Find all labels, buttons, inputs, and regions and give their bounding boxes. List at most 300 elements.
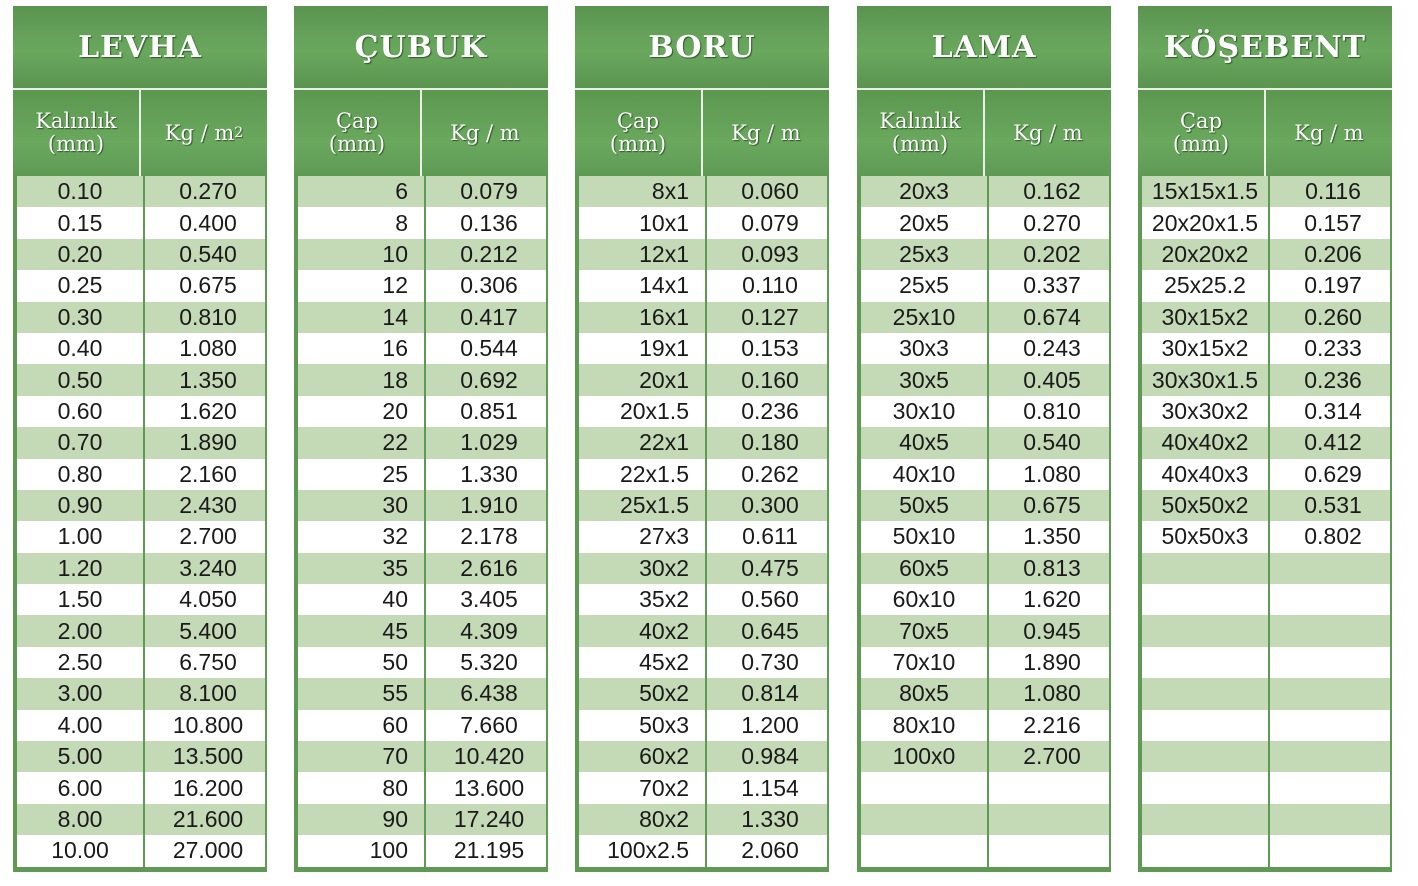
- weight-cell: 0.127: [707, 302, 827, 333]
- weight-cell: 0.270: [145, 176, 265, 207]
- table-row: [575, 302, 829, 333]
- weight-cell: 0.337: [989, 270, 1109, 301]
- table-row: [294, 333, 548, 364]
- table-row: [857, 239, 1111, 270]
- weight-cell: 0.180: [707, 427, 827, 458]
- size-cell: 1.00: [17, 521, 143, 552]
- table-row: [575, 710, 829, 741]
- size-cell: 0.60: [17, 396, 143, 427]
- table-row: [575, 741, 829, 772]
- size-cell: 30x5: [861, 364, 987, 395]
- weight-cell: 3.405: [426, 584, 546, 615]
- table-row: [1138, 333, 1392, 364]
- weight-cell: 0.116: [1270, 176, 1390, 207]
- size-cell: 50x10: [861, 521, 987, 552]
- table-row: [13, 333, 267, 364]
- size-cell: 30x3: [861, 333, 987, 364]
- cubuk-table: [294, 6, 548, 872]
- table-row: [1138, 710, 1392, 741]
- weight-cell: 2.216: [989, 710, 1109, 741]
- table-row: [857, 396, 1111, 427]
- table-row: [857, 302, 1111, 333]
- header-label: Kg / m: [731, 120, 801, 145]
- header-label: Kg / m: [1294, 120, 1364, 145]
- table-row: [575, 239, 829, 270]
- weight-cell: 0.611: [707, 521, 827, 552]
- lama-table: [857, 6, 1111, 872]
- table-row: [575, 207, 829, 238]
- size-cell: 60x10: [861, 584, 987, 615]
- header-label: Çap: [1179, 109, 1223, 133]
- table-row: [857, 521, 1111, 552]
- size-cell: 25x10: [861, 302, 987, 333]
- size-cell: 0.30: [17, 302, 143, 333]
- size-cell: 22: [298, 427, 424, 458]
- weight-cell: 0.110: [707, 270, 827, 301]
- table-row: [857, 772, 1111, 803]
- weight-cell: 6.750: [145, 647, 265, 678]
- weight-cell: 4.309: [426, 615, 546, 646]
- weight-cell: 0.814: [707, 678, 827, 709]
- size-cell: 0.10: [17, 176, 143, 207]
- table-row: [857, 364, 1111, 395]
- weight-cell: 1.330: [707, 804, 827, 835]
- weight-cell: 1.200: [707, 710, 827, 741]
- size-cell: 25: [298, 459, 424, 490]
- size-cell: [1142, 553, 1268, 584]
- size-cell: 80x10: [861, 710, 987, 741]
- table-row: [294, 207, 548, 238]
- weight-cell: 0.645: [707, 615, 827, 646]
- weight-cell: 0.079: [707, 207, 827, 238]
- table-row: [1138, 615, 1392, 646]
- size-cell: 5.00: [17, 741, 143, 772]
- table-row: [294, 396, 548, 427]
- weight-cell: [1270, 615, 1390, 646]
- weight-cell: 0.060: [707, 176, 827, 207]
- weight-cell: 21.195: [426, 835, 546, 866]
- table-row: [1138, 239, 1392, 270]
- table-row: [13, 584, 267, 615]
- weight-cell: 27.000: [145, 835, 265, 866]
- size-cell: 0.90: [17, 490, 143, 521]
- size-cell: 14x1: [579, 270, 705, 301]
- table-row: [857, 835, 1111, 866]
- size-cell: 30x10: [861, 396, 987, 427]
- table-row: [1138, 490, 1392, 521]
- levha-table: [13, 6, 267, 872]
- size-cell: 18: [298, 364, 424, 395]
- table-row: [857, 333, 1111, 364]
- size-cell: [1142, 584, 1268, 615]
- weight-cell: 6.438: [426, 678, 546, 709]
- table-row: [1138, 396, 1392, 427]
- table-row: [575, 364, 829, 395]
- table-row: [294, 647, 548, 678]
- table-row: [294, 239, 548, 270]
- size-cell: 0.20: [17, 239, 143, 270]
- size-cell: 70: [298, 741, 424, 772]
- table-row: [294, 804, 548, 835]
- size-cell: 19x1: [579, 333, 705, 364]
- weight-cell: 0.400: [145, 207, 265, 238]
- weight-cell: 10.800: [145, 710, 265, 741]
- table-row: [575, 270, 829, 301]
- table-title: KÖŞEBENT: [1138, 6, 1392, 90]
- table-row: [294, 615, 548, 646]
- weight-cell: 0.675: [989, 490, 1109, 521]
- size-cell: 45: [298, 615, 424, 646]
- boru-table: [575, 6, 829, 872]
- size-cell: 90: [298, 804, 424, 835]
- weight-cell: 1.350: [145, 364, 265, 395]
- size-cell: 30x2: [579, 553, 705, 584]
- size-cell: 20x5: [861, 207, 987, 238]
- weight-cell: 0.202: [989, 239, 1109, 270]
- size-cell: 40x10: [861, 459, 987, 490]
- header-label: Çap: [616, 109, 660, 133]
- size-cell: [1142, 647, 1268, 678]
- weight-cell: 1.080: [989, 678, 1109, 709]
- table-row: [575, 772, 829, 803]
- weight-cell: 0.984: [707, 741, 827, 772]
- table-row: [294, 302, 548, 333]
- weight-cell: 0.412: [1270, 427, 1390, 458]
- weight-cell: 0.136: [426, 207, 546, 238]
- size-cell: 50x3: [579, 710, 705, 741]
- table-row: [857, 710, 1111, 741]
- column-header-weight: [985, 90, 1111, 176]
- size-cell: [1142, 772, 1268, 803]
- table-row: [1138, 835, 1392, 866]
- weight-cell: [1270, 741, 1390, 772]
- size-cell: 2.00: [17, 615, 143, 646]
- table-row: [1138, 678, 1392, 709]
- table-body: [575, 176, 829, 867]
- weight-cell: 0.162: [989, 176, 1109, 207]
- weight-cell: 2.160: [145, 459, 265, 490]
- weight-cell: 0.153: [707, 333, 827, 364]
- size-cell: 20x3: [861, 176, 987, 207]
- weight-cell: 0.262: [707, 459, 827, 490]
- weight-cell: 1.890: [989, 647, 1109, 678]
- size-cell: 20x20x1.5: [1142, 207, 1268, 238]
- size-cell: [1142, 741, 1268, 772]
- size-cell: 25x3: [861, 239, 987, 270]
- table-title: ÇUBUK: [294, 6, 548, 90]
- weight-cell: 0.243: [989, 333, 1109, 364]
- table-row: [13, 270, 267, 301]
- column-header-size: [294, 90, 420, 176]
- table-row: [13, 176, 267, 207]
- table-row: [13, 302, 267, 333]
- table-row: [13, 207, 267, 238]
- size-cell: 16: [298, 333, 424, 364]
- weight-cell: 1.080: [145, 333, 265, 364]
- size-cell: 50x2: [579, 678, 705, 709]
- table-body: [13, 176, 267, 867]
- table-row: [1138, 521, 1392, 552]
- weight-cell: 0.810: [145, 302, 265, 333]
- size-cell: 30: [298, 490, 424, 521]
- size-cell: 50: [298, 647, 424, 678]
- weight-cell: 0.629: [1270, 459, 1390, 490]
- weight-cell: 0.233: [1270, 333, 1390, 364]
- size-cell: 60x5: [861, 553, 987, 584]
- weight-cell: 0.314: [1270, 396, 1390, 427]
- table-row: [857, 207, 1111, 238]
- weight-cell: [1270, 772, 1390, 803]
- table-row: [13, 396, 267, 427]
- table-row: [294, 741, 548, 772]
- table-row: [1138, 302, 1392, 333]
- table-row: [13, 710, 267, 741]
- weight-cell: 1.330: [426, 459, 546, 490]
- size-cell: 8x1: [579, 176, 705, 207]
- table-row: [13, 678, 267, 709]
- weight-cell: 1.620: [145, 396, 265, 427]
- table-row: [294, 364, 548, 395]
- size-cell: 22x1.5: [579, 459, 705, 490]
- size-cell: 20: [298, 396, 424, 427]
- size-cell: 70x2: [579, 772, 705, 803]
- weight-cell: 2.700: [145, 521, 265, 552]
- weight-cell: 21.600: [145, 804, 265, 835]
- size-cell: 6.00: [17, 772, 143, 803]
- size-cell: 50x50x2: [1142, 490, 1268, 521]
- weight-cell: 0.417: [426, 302, 546, 333]
- size-cell: 0.25: [17, 270, 143, 301]
- size-cell: 12x1: [579, 239, 705, 270]
- size-cell: [1142, 804, 1268, 835]
- size-cell: 6: [298, 176, 424, 207]
- size-cell: 20x1: [579, 364, 705, 395]
- size-cell: [1142, 615, 1268, 646]
- table-row: [294, 521, 548, 552]
- table-row: [857, 678, 1111, 709]
- size-cell: 60x2: [579, 741, 705, 772]
- table-row: [575, 804, 829, 835]
- size-cell: [861, 772, 987, 803]
- table-row: [13, 804, 267, 835]
- table-row: [857, 270, 1111, 301]
- size-cell: [1142, 710, 1268, 741]
- weight-cell: [1270, 710, 1390, 741]
- weight-cell: 8.100: [145, 678, 265, 709]
- weight-cell: 2.060: [707, 835, 827, 866]
- table-row: [575, 647, 829, 678]
- table-row: [13, 647, 267, 678]
- table-row: [1138, 741, 1392, 772]
- table-row: [294, 553, 548, 584]
- table-row: [575, 678, 829, 709]
- size-cell: 0.80: [17, 459, 143, 490]
- size-cell: 0.15: [17, 207, 143, 238]
- header-label: Kalınlık: [879, 109, 961, 133]
- table-row: [294, 710, 548, 741]
- weight-cell: [1270, 584, 1390, 615]
- table-row: [13, 835, 267, 866]
- table-row: [13, 459, 267, 490]
- table-row: [13, 615, 267, 646]
- table-row: [13, 490, 267, 521]
- weight-cell: [989, 835, 1109, 866]
- size-cell: 2.50: [17, 647, 143, 678]
- weight-cell: [1270, 678, 1390, 709]
- weight-cell: 7.660: [426, 710, 546, 741]
- table-body: [857, 176, 1111, 867]
- size-cell: 30x30x2: [1142, 396, 1268, 427]
- table-row: [857, 584, 1111, 615]
- header-unit: (mm): [328, 132, 386, 156]
- size-cell: [861, 804, 987, 835]
- table-row: [1138, 364, 1392, 395]
- weight-cell: [989, 772, 1109, 803]
- size-cell: 45x2: [579, 647, 705, 678]
- table-row: [13, 427, 267, 458]
- weight-cell: 0.692: [426, 364, 546, 395]
- weight-cell: 0.405: [989, 364, 1109, 395]
- weight-cell: 17.240: [426, 804, 546, 835]
- weight-cell: 0.540: [145, 239, 265, 270]
- table-row: [294, 678, 548, 709]
- column-header-size: [575, 90, 701, 176]
- weight-cell: 0.813: [989, 553, 1109, 584]
- weight-cell: 5.400: [145, 615, 265, 646]
- weight-cell: 0.236: [707, 396, 827, 427]
- weight-cell: 0.079: [426, 176, 546, 207]
- weight-cell: 10.420: [426, 741, 546, 772]
- size-cell: 35: [298, 553, 424, 584]
- weight-cell: 0.802: [1270, 521, 1390, 552]
- table-row: [13, 741, 267, 772]
- table-row: [294, 835, 548, 866]
- weight-cell: 0.945: [989, 615, 1109, 646]
- column-header-weight: [703, 90, 829, 176]
- table-title: LEVHA: [13, 6, 267, 90]
- table-row: [857, 490, 1111, 521]
- weight-cell: 13.500: [145, 741, 265, 772]
- weight-cell: 4.050: [145, 584, 265, 615]
- weight-cell: 5.320: [426, 647, 546, 678]
- weight-cell: 1.890: [145, 427, 265, 458]
- size-cell: 10: [298, 239, 424, 270]
- size-cell: 25x25.2: [1142, 270, 1268, 301]
- weight-cell: 2.616: [426, 553, 546, 584]
- table-row: [1138, 207, 1392, 238]
- weight-cell: 0.197: [1270, 270, 1390, 301]
- table-row: [575, 521, 829, 552]
- table-row: [1138, 772, 1392, 803]
- size-cell: 30x30x1.5: [1142, 364, 1268, 395]
- table-row: [857, 741, 1111, 772]
- weight-cell: 0.531: [1270, 490, 1390, 521]
- size-cell: 1.20: [17, 553, 143, 584]
- table-body: [294, 176, 548, 867]
- header-unit: (mm): [47, 132, 105, 156]
- size-cell: 25x1.5: [579, 490, 705, 521]
- header-unit: (mm): [891, 132, 949, 156]
- size-cell: 32: [298, 521, 424, 552]
- table-row: [575, 427, 829, 458]
- weight-cell: 1.154: [707, 772, 827, 803]
- size-cell: 12: [298, 270, 424, 301]
- size-cell: 40x5: [861, 427, 987, 458]
- table-row: [294, 584, 548, 615]
- table-row: [1138, 270, 1392, 301]
- weight-cell: 0.093: [707, 239, 827, 270]
- size-cell: 20x1.5: [579, 396, 705, 427]
- weight-cell: 0.260: [1270, 302, 1390, 333]
- weight-cell: 0.560: [707, 584, 827, 615]
- table-row: [857, 459, 1111, 490]
- weight-cell: 1.620: [989, 584, 1109, 615]
- weight-cell: 13.600: [426, 772, 546, 803]
- weight-cell: 0.306: [426, 270, 546, 301]
- size-cell: 20x20x2: [1142, 239, 1268, 270]
- column-header-size: [857, 90, 983, 176]
- table-row: [575, 333, 829, 364]
- size-cell: 8: [298, 207, 424, 238]
- header-label: Kg / m: [1013, 120, 1083, 145]
- weight-cell: 1.910: [426, 490, 546, 521]
- kosebent-table: [1138, 6, 1392, 872]
- column-header-weight: [141, 90, 267, 176]
- size-cell: [1142, 835, 1268, 866]
- header-label: Kg / m: [450, 120, 520, 145]
- table-row: [575, 584, 829, 615]
- header-unit: (mm): [609, 132, 667, 156]
- weight-cell: [1270, 804, 1390, 835]
- table-row: [294, 490, 548, 521]
- size-cell: 14: [298, 302, 424, 333]
- size-cell: 10x1: [579, 207, 705, 238]
- table-row: [294, 427, 548, 458]
- table-row: [1138, 647, 1392, 678]
- table-row: [1138, 459, 1392, 490]
- size-cell: 3.00: [17, 678, 143, 709]
- weight-cell: 0.475: [707, 553, 827, 584]
- table-row: [575, 553, 829, 584]
- size-cell: 55: [298, 678, 424, 709]
- table-row: [575, 176, 829, 207]
- table-row: [294, 459, 548, 490]
- table-row: [575, 490, 829, 521]
- table-row: [294, 772, 548, 803]
- column-header-size: [13, 90, 139, 176]
- table-row: [857, 804, 1111, 835]
- size-cell: 80: [298, 772, 424, 803]
- size-cell: 70x10: [861, 647, 987, 678]
- size-cell: 35x2: [579, 584, 705, 615]
- column-header-size: [1138, 90, 1264, 176]
- weight-cell: [1270, 553, 1390, 584]
- table-row: [857, 647, 1111, 678]
- column-header-weight: [422, 90, 548, 176]
- header-label: Kalınlık: [35, 109, 117, 133]
- table-row: [294, 270, 548, 301]
- size-cell: 40x40x2: [1142, 427, 1268, 458]
- size-cell: 40: [298, 584, 424, 615]
- size-cell: 40x2: [579, 615, 705, 646]
- size-cell: 50x50x3: [1142, 521, 1268, 552]
- weight-cell: 3.240: [145, 553, 265, 584]
- size-cell: 100: [298, 835, 424, 866]
- header-label: Kg / m: [164, 120, 235, 145]
- table-row: [1138, 804, 1392, 835]
- size-cell: 8.00: [17, 804, 143, 835]
- weight-cell: 0.236: [1270, 364, 1390, 395]
